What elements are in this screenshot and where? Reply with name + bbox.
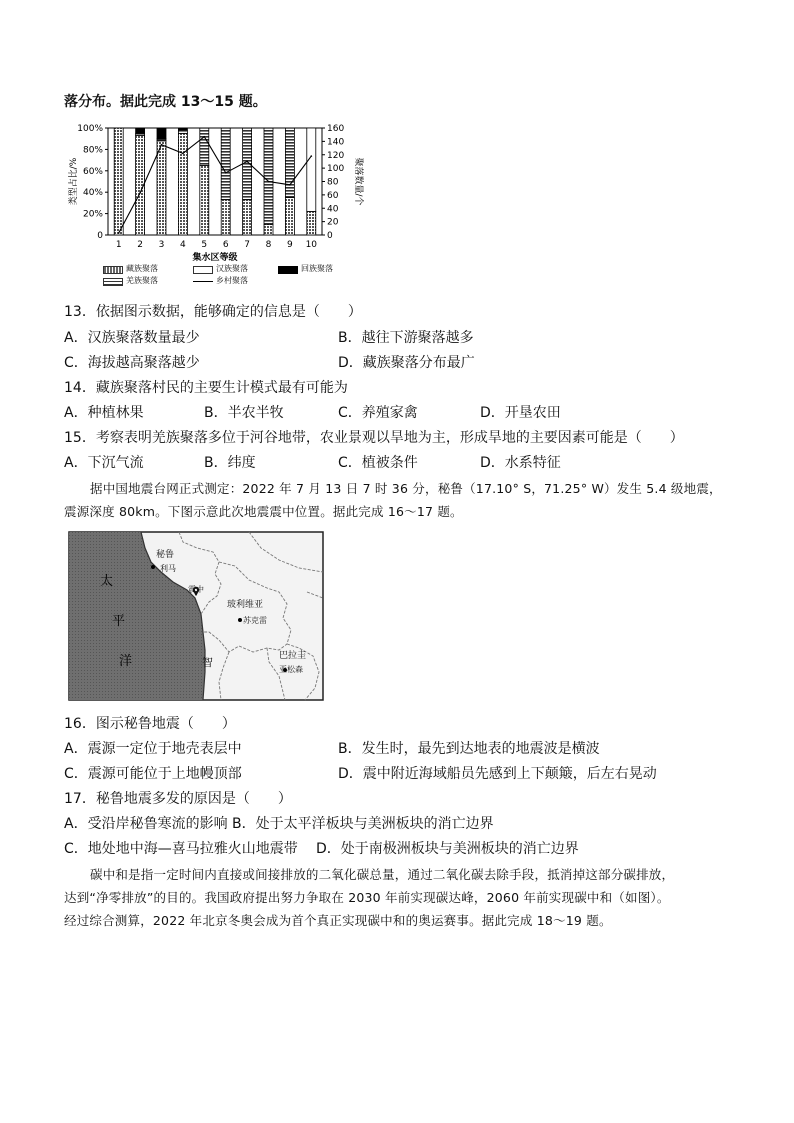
x-tick-label: 6 <box>222 240 229 250</box>
q15-stem: 15．考察表明羌族聚落多位于河谷地带，农业景观以旱地为主，形成旱地的主要因素可能是（ ） <box>64 430 684 446</box>
legend-label-zang: 藏族聚落 <box>126 264 158 273</box>
line-point <box>204 136 206 138</box>
q16-option-c[interactable]: C．震源可能位于上地幔顶部 <box>64 766 242 782</box>
map-label-peru: 秘鲁 <box>156 550 175 560</box>
x-tick-label: 3 <box>158 240 165 250</box>
x-axis-label: 集水区等级 <box>192 253 238 263</box>
q13-option-d[interactable]: D．藏族聚落分布最广 <box>338 355 475 371</box>
passage2-line1: 据中国地震台网正式测定：2022 年 7 月 13 日 7 时 36 分，秘鲁（17.10° S，71.25° W）发生 5.4 级地震， <box>90 481 722 496</box>
passage2-line2: 震源深度 80km。下图示意此次地震震中位置。据此完成 16～17 题。 <box>64 504 463 519</box>
bar-segment <box>243 200 252 235</box>
x-tick-label: 2 <box>137 240 143 250</box>
q13-option-a[interactable]: A．汉族聚落数量最少 <box>64 330 200 346</box>
y2-tick-label: 120 <box>327 150 345 161</box>
y2-tick-label: 80 <box>327 177 339 188</box>
x-tick-label: 5 <box>201 240 208 250</box>
bar-segment <box>157 141 166 235</box>
y2-tick-label: 160 <box>327 124 345 134</box>
q14-option-b[interactable]: B．半农半牧 <box>204 405 284 421</box>
x-tick-label: 9 <box>287 240 293 250</box>
bar-segment <box>157 128 166 139</box>
legend-swatch-line <box>193 281 213 282</box>
legend-swatch-qiang <box>103 278 123 286</box>
map-label-sucre: 苏克雷 <box>243 616 267 625</box>
q15-option-a[interactable]: A．下沉气流 <box>64 455 144 471</box>
line-point <box>268 181 270 183</box>
map-label-epicenter: 震中 <box>188 585 204 594</box>
q13-option-b[interactable]: B．越往下游聚落越多 <box>338 330 474 346</box>
line-point <box>289 184 291 186</box>
map-label-ocean-1: 太 <box>100 574 114 589</box>
line-point <box>161 144 163 146</box>
y2-tick-label: 40 <box>327 204 339 215</box>
q17-option-c[interactable]: C．地处地中海—喜马拉雅火山地震带 <box>64 841 298 857</box>
legend-swatch-hui <box>278 266 298 274</box>
x-tick-label: 1 <box>115 240 122 250</box>
q16-option-a[interactable]: A．震源一定位于地壳表层中 <box>64 741 242 757</box>
passage3-line2: 达到“净零排放”的目的。我国政府提出努力争取在 2030 年前实现碳达峰，2060 年前实现碳中和（如图）。 <box>64 890 670 905</box>
q17-option-ab[interactable]: A．受沿岸秘鲁寒流的影响 B．处于太平洋板块与美洲板块的消亡边界 <box>64 816 494 832</box>
map-label-asuncion: 亚松森 <box>279 665 303 674</box>
line-point <box>139 192 141 194</box>
lima-marker <box>151 565 155 569</box>
y2-tick-label: 60 <box>327 190 339 201</box>
map-label-lima: 利马 <box>160 564 176 573</box>
y2-axis-label: 聚落数量/个 <box>353 157 363 206</box>
bar-segment <box>307 128 316 211</box>
q16-stem: 16．图示秘鲁地震（ ） <box>64 716 236 732</box>
q13-stem: 13．依据图示数据，能够确定的信息是（ ） <box>64 304 362 320</box>
x-tick-label: 10 <box>305 240 318 250</box>
chart-legend <box>100 264 360 292</box>
bar-segment <box>136 128 145 133</box>
bar-segment <box>200 165 209 235</box>
q15-option-b[interactable]: B．纬度 <box>204 455 256 471</box>
x-tick-label: 4 <box>180 240 186 250</box>
y-tick-label: 40% <box>82 188 103 199</box>
y2-tick-label: 100 <box>327 164 345 175</box>
legend-label-han: 汉族聚落 <box>216 264 248 273</box>
q13-option-c[interactable]: C．海拔越高聚落越少 <box>64 355 200 371</box>
q14-option-c[interactable]: C．养殖家禽 <box>338 405 418 421</box>
bar-segment <box>264 224 273 235</box>
y2-tick-label: 0 <box>327 231 333 241</box>
q14-stem: 14．藏族聚落村民的主要生计模式最有可能为 <box>64 380 348 396</box>
q15-option-d[interactable]: D．水系特征 <box>480 455 561 471</box>
line-point <box>246 161 248 163</box>
bar-segment <box>178 133 187 235</box>
q15-option-c[interactable]: C．植被条件 <box>338 455 418 471</box>
bar-segment <box>221 200 230 235</box>
legend-label-hui: 回族聚落 <box>301 264 333 273</box>
intro-tail: 落分布。据此完成 13～15 题。 <box>64 94 267 110</box>
q17-stem: 17．秘鲁地震多发的原因是（ ） <box>64 791 292 807</box>
map-label-chile: 智 <box>202 656 213 669</box>
bar-segment <box>285 198 294 235</box>
sucre-marker <box>238 618 242 622</box>
bar-segment <box>200 128 209 165</box>
q17-option-d[interactable]: D．处于南极洲板块与美洲板块的消亡边界 <box>316 841 579 857</box>
y2-tick-label: 20 <box>327 217 339 228</box>
line-point <box>118 232 120 234</box>
x-tick-label: 8 <box>265 240 272 250</box>
legend-swatch-zang <box>103 266 123 274</box>
y-tick-label: 20% <box>82 209 103 220</box>
y-tick-label: 0 <box>97 231 103 241</box>
bar-segment <box>307 211 316 235</box>
passage3-line3: 经过综合测算，2022 年北京冬奥会成为首个真正实现碳中和的奥运赛事。据此完成 18～19 题。 <box>64 913 612 928</box>
legend-label-line: 乡村聚落 <box>216 276 248 285</box>
bar-segment <box>178 130 187 133</box>
q16-option-d[interactable]: D．震中附近海域船员先感到上下颠簸，后左右晃动 <box>338 766 657 782</box>
x-tick-label: 7 <box>244 240 250 250</box>
line-series-rural <box>119 137 312 233</box>
legend-swatch-han <box>193 266 213 274</box>
bar-segment <box>264 128 273 224</box>
line-point <box>225 172 227 174</box>
q16-option-b[interactable]: B．发生时，最先到达地表的地震波是横波 <box>338 741 600 757</box>
q14-option-a[interactable]: A．种植林果 <box>64 405 144 421</box>
y-tick-label: 80% <box>82 145 103 156</box>
legend-label-qiang: 羌族聚落 <box>126 276 158 285</box>
map-label-paraguay: 巴拉圭 <box>279 651 307 661</box>
y-tick-label: 100% <box>77 124 103 134</box>
bar-segment <box>114 128 123 235</box>
y-axis-label: 类型占比/% <box>69 157 79 206</box>
q14-option-d[interactable]: D．开垦农田 <box>480 405 561 421</box>
map-label-ocean-2: 平 <box>112 614 126 629</box>
line-point <box>311 155 313 157</box>
y2-tick-label: 140 <box>327 137 345 148</box>
bar-segment <box>285 128 294 198</box>
map-label-ocean-3: 洋 <box>119 654 133 669</box>
y-tick-label: 60% <box>82 166 103 177</box>
map-label-bolivia: 玻利维亚 <box>227 600 264 610</box>
bar-segment <box>221 128 230 200</box>
bar-segment <box>178 128 187 130</box>
passage3-line1: 碳中和是指一定时间内直接或间接排放的二氧化碳总量，通过二氧化碳去除手段，抵消掉这部分碳排放， <box>90 867 675 882</box>
line-point <box>182 153 184 155</box>
